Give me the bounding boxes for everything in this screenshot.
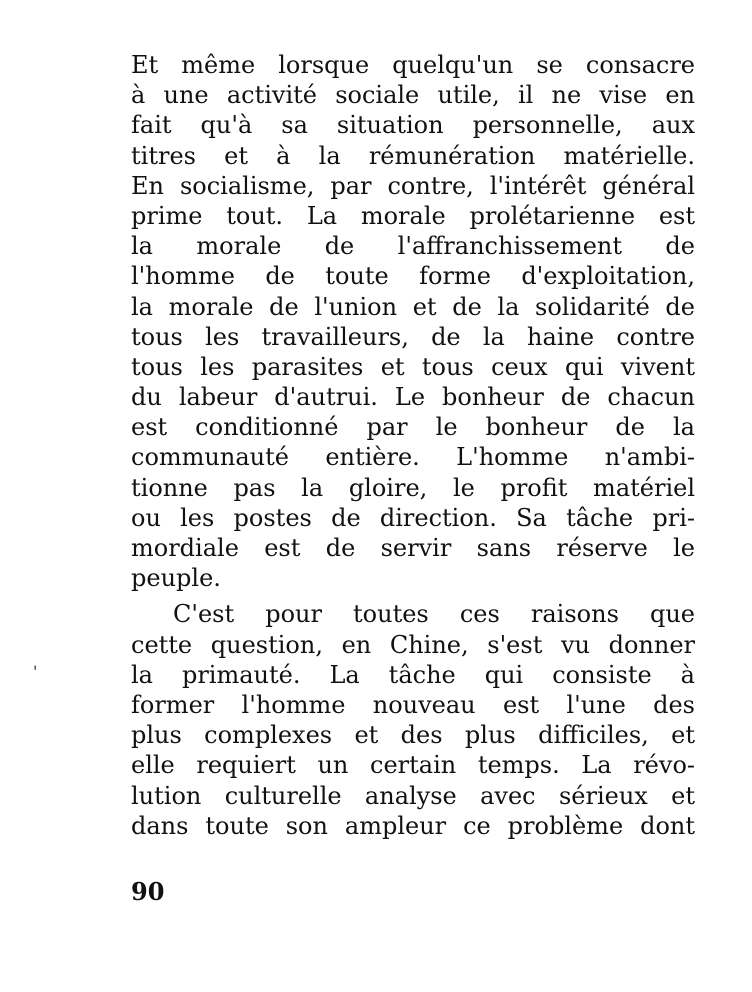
text-line: la morale de l'union et de la solidarité de	[131, 292, 695, 321]
margin-mark: '	[33, 662, 38, 681]
text-line: du labeur d'autrui. Le bonheur de chacun	[131, 383, 695, 412]
text-line: à une activité sociale utile, il ne vise en	[131, 81, 695, 110]
text-line: elle requiert un certain temps. La révo-	[131, 751, 695, 780]
text-line: la morale de l'affranchissement de	[131, 232, 695, 261]
text-line: Et même lorsque quelqu'un se consacre	[131, 51, 695, 79]
text-line: C'est pour toutes ces raisons que	[173, 600, 695, 629]
paragraph-2	[131, 599, 695, 841]
text-line: mordiale est de servir sans réserve le	[131, 534, 695, 562]
text-line: former l'homme nouveau est l'une des	[131, 690, 695, 719]
text-line: fait qu'à sa situation personnelle, aux	[131, 111, 695, 140]
text-line: est conditionné par le bonheur de la	[131, 413, 695, 442]
text-line: titres et à la rémunération matérielle.	[131, 141, 695, 170]
text-line: En socialisme, par contre, l'intérêt général	[131, 171, 695, 200]
text-line: dans toute son ampleur ce problème dont	[131, 811, 695, 840]
text-line: prime tout. La morale prolétarienne est	[131, 201, 695, 230]
text-line: plus complexes et des plus difficiles, et	[131, 721, 695, 750]
text-line: communauté entière. L'homme n'ambi-	[131, 443, 695, 472]
text-line: tionne pas la gloire, le profit matériel	[131, 473, 695, 502]
page-number: 90	[131, 877, 165, 906]
text-line: tous les travailleurs, de la haine contre	[131, 322, 695, 351]
text-line: la primauté. La tâche qui consiste à	[131, 660, 695, 689]
paragraph-1	[131, 50, 695, 593]
text-line: l'homme de toute forme d'exploitation,	[131, 262, 695, 291]
text-line: ou les postes de direction. Sa tâche pri-	[131, 503, 695, 532]
text-line: cette question, en Chine, s'est vu donner	[131, 630, 695, 659]
body-text	[131, 50, 695, 841]
text-line: tous les parasites et tous ceux qui vivent	[131, 352, 695, 381]
text-line: lution culturelle analyse avec sérieux et	[131, 781, 695, 810]
text-line: peuple.	[131, 564, 221, 593]
